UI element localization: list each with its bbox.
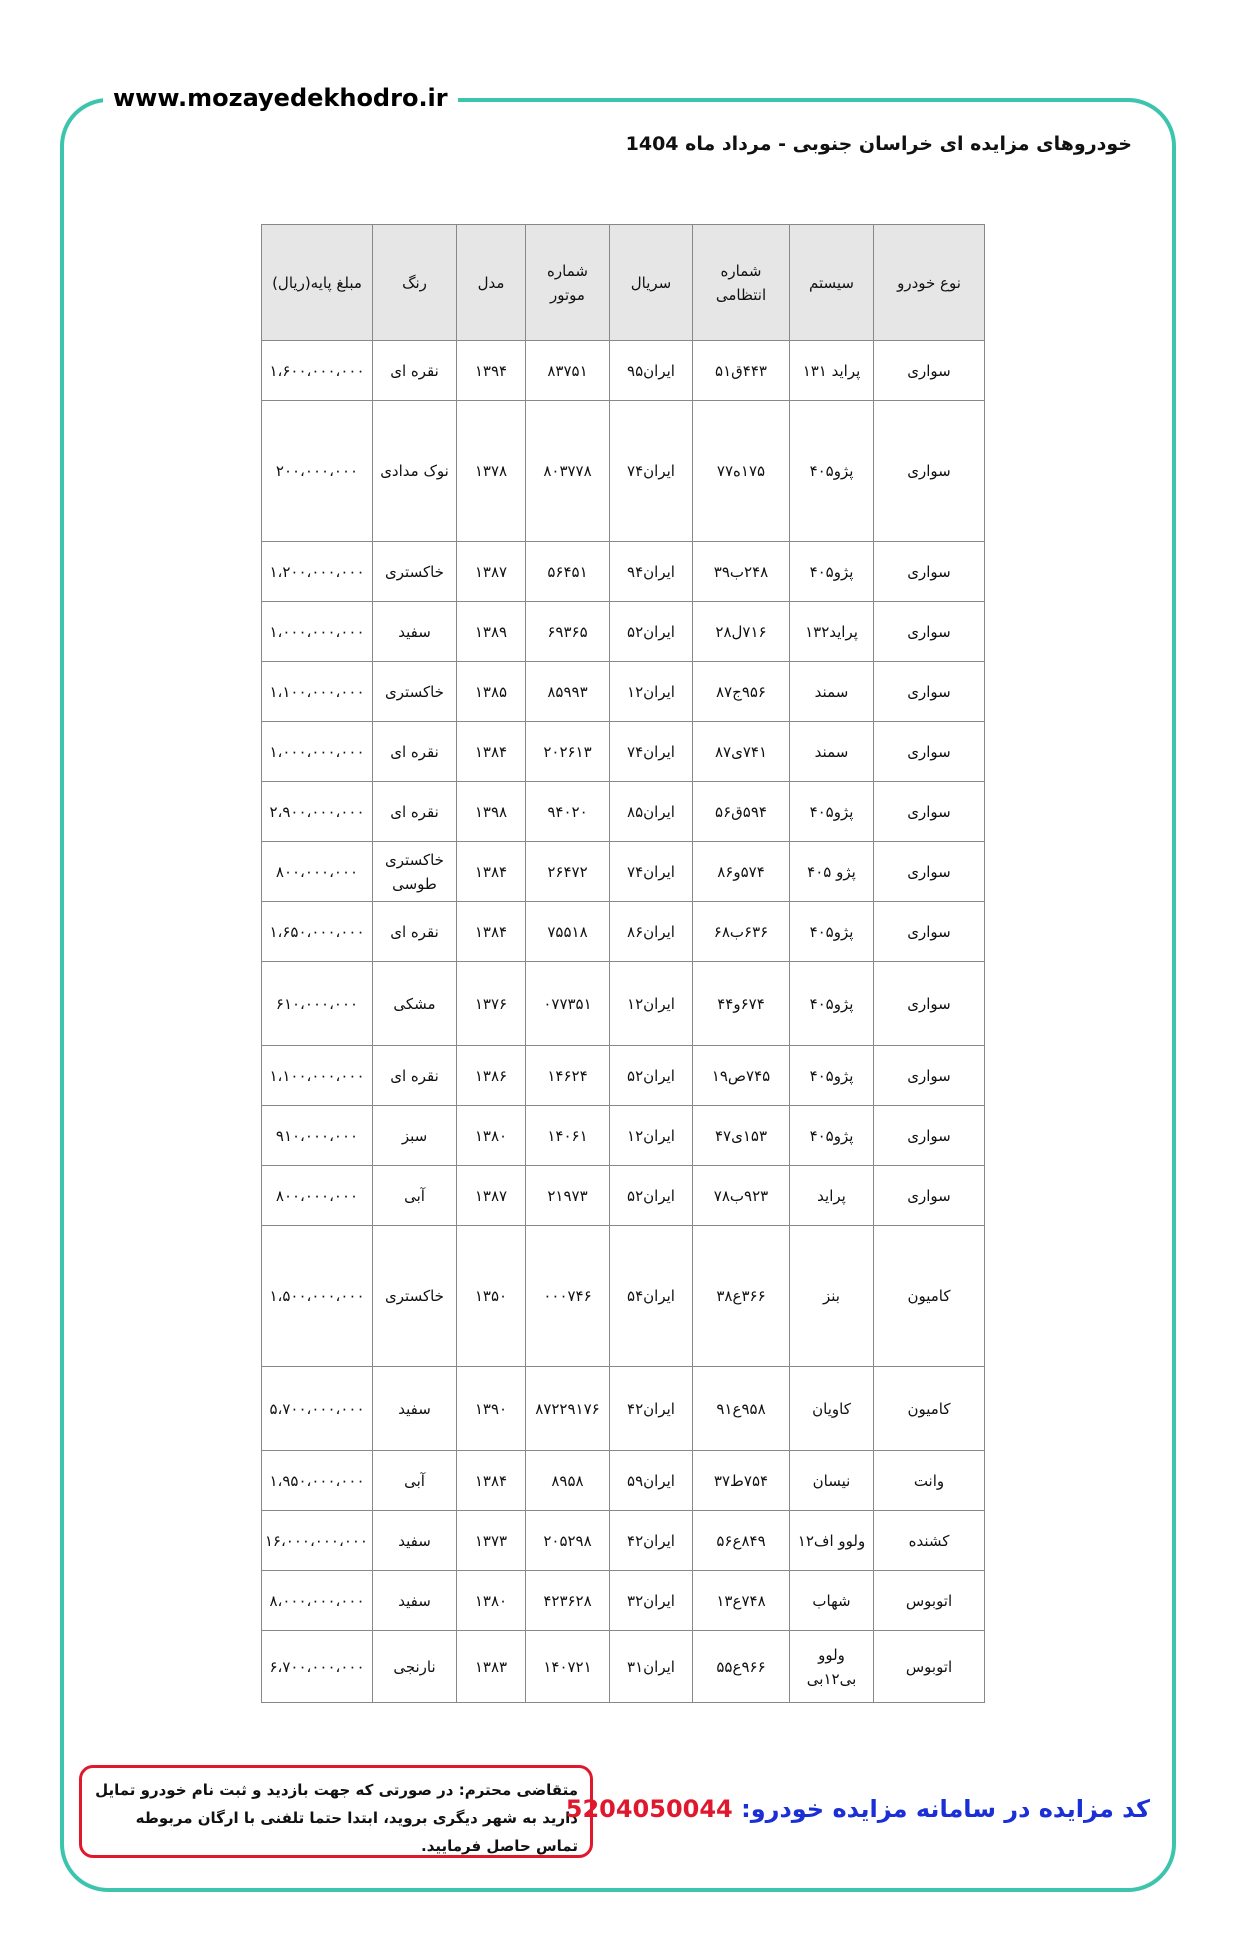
cell-serial: ایران۴۲ [610, 1511, 693, 1571]
cell-engine: ۲۰۵۲۹۸ [526, 1511, 610, 1571]
cell-plate: ۷۴۱ی۸۷ [693, 722, 790, 782]
cell-color: آبی [373, 1166, 457, 1226]
cell-type: اتوبوس [874, 1631, 985, 1703]
cell-type: سواری [874, 842, 985, 902]
cell-type: سواری [874, 542, 985, 602]
cell-system: پژو۴۰۵ [790, 902, 874, 962]
cell-color: خاکستری [373, 662, 457, 722]
header-engine: شماره موتور [526, 225, 610, 341]
header-model: مدل [457, 225, 526, 341]
cell-serial: ایران۵۲ [610, 1046, 693, 1106]
cell-system: ولوو بی۱۲بی [790, 1631, 874, 1703]
table-row [262, 1511, 985, 1571]
cell-model: ۱۳۵۰ [457, 1226, 526, 1367]
cell-price: ۱،۰۰۰،۰۰۰،۰۰۰ [262, 602, 373, 662]
cell-system: ولوو اف۱۲ [790, 1511, 874, 1571]
cell-engine: ۴۲۳۶۲۸ [526, 1571, 610, 1631]
cell-engine: ۸۰۳۷۷۸ [526, 401, 610, 542]
cell-type: سواری [874, 722, 985, 782]
table-row [262, 602, 985, 662]
cell-price: ۱،۶۰۰،۰۰۰،۰۰۰ [262, 341, 373, 401]
cell-model: ۱۳۸۹ [457, 602, 526, 662]
cell-system: بنز [790, 1226, 874, 1367]
cell-color: نقره ای [373, 722, 457, 782]
cell-type: سواری [874, 962, 985, 1046]
cell-plate: ۹۶۶ع۵۵ [693, 1631, 790, 1703]
cell-serial: ایران۵۴ [610, 1226, 693, 1367]
cell-serial: ایران۱۲ [610, 962, 693, 1046]
cell-color: سفید [373, 602, 457, 662]
cell-serial: ایران۱۲ [610, 1106, 693, 1166]
cell-engine: ۲۶۴۷۲ [526, 842, 610, 902]
cell-engine: ۶۹۳۶۵ [526, 602, 610, 662]
cell-model: ۱۳۸۴ [457, 842, 526, 902]
cell-system: نیسان [790, 1451, 874, 1511]
cell-serial: ایران۵۲ [610, 602, 693, 662]
cell-engine: ۰۰۰۷۴۶ [526, 1226, 610, 1367]
cell-model: ۱۳۸۶ [457, 1046, 526, 1106]
cell-serial: ایران۳۲ [610, 1571, 693, 1631]
table-row [262, 542, 985, 602]
table-row [262, 1106, 985, 1166]
cell-plate: ۱۵۳ی۴۷ [693, 1106, 790, 1166]
table-row [262, 782, 985, 842]
cell-system: پژو۴۰۵ [790, 962, 874, 1046]
cell-model: ۱۳۸۷ [457, 1166, 526, 1226]
cell-plate: ۸۴۹ع۵۶ [693, 1511, 790, 1571]
cell-color: سفید [373, 1511, 457, 1571]
cell-price: ۱،۱۰۰،۰۰۰،۰۰۰ [262, 1046, 373, 1106]
cell-color: نقره ای [373, 782, 457, 842]
cell-type: سواری [874, 341, 985, 401]
auction-table [261, 224, 985, 1703]
cell-type: کامیون [874, 1367, 985, 1451]
cell-serial: ایران۸۵ [610, 782, 693, 842]
cell-serial: ایران۳۱ [610, 1631, 693, 1703]
cell-model: ۱۳۷۸ [457, 401, 526, 542]
cell-serial: ایران۷۴ [610, 722, 693, 782]
cell-plate: ۹۵۸ع۹۱ [693, 1367, 790, 1451]
cell-serial: ایران۹۴ [610, 542, 693, 602]
cell-price: ۱،۹۵۰،۰۰۰،۰۰۰ [262, 1451, 373, 1511]
table-row [262, 1046, 985, 1106]
cell-color: نقره ای [373, 902, 457, 962]
cell-plate: ۶۷۴و۴۴ [693, 962, 790, 1046]
cell-type: سواری [874, 782, 985, 842]
cell-price: ۶،۷۰۰،۰۰۰،۰۰۰ [262, 1631, 373, 1703]
cell-engine: ۲۰۲۶۱۳ [526, 722, 610, 782]
cell-color: نوک مدادی [373, 401, 457, 542]
cell-price: ۲۰۰،۰۰۰،۰۰۰ [262, 401, 373, 542]
cell-system: پراید ۱۳۱ [790, 341, 874, 401]
auction-code [566, 1795, 1150, 1823]
header-type: نوع خودرو [874, 225, 985, 341]
cell-model: ۱۳۹۰ [457, 1367, 526, 1451]
header-serial: سریال [610, 225, 693, 341]
cell-system: پراید۱۳۲ [790, 602, 874, 662]
cell-plate: ۵۹۴ق۵۶ [693, 782, 790, 842]
cell-engine: ۸۵۹۹۳ [526, 662, 610, 722]
cell-model: ۱۳۸۴ [457, 902, 526, 962]
cell-plate: ۶۳۶ب۶۸ [693, 902, 790, 962]
cell-price: ۱،۲۰۰،۰۰۰،۰۰۰ [262, 542, 373, 602]
cell-model: ۱۳۹۴ [457, 341, 526, 401]
cell-type: سواری [874, 1046, 985, 1106]
cell-serial: ایران۵۲ [610, 1166, 693, 1226]
cell-color: مشکی [373, 962, 457, 1046]
cell-model: ۱۳۸۴ [457, 722, 526, 782]
cell-system: پژو۴۰۵ [790, 542, 874, 602]
cell-price: ۲،۹۰۰،۰۰۰،۰۰۰ [262, 782, 373, 842]
cell-system: سمند [790, 722, 874, 782]
cell-plate: ۳۶۶ع۳۸ [693, 1226, 790, 1367]
header-price: مبلغ پایه(ریال) [262, 225, 373, 341]
cell-type: اتوبوس [874, 1571, 985, 1631]
cell-serial: ایران۷۴ [610, 401, 693, 542]
cell-color: سبز [373, 1106, 457, 1166]
cell-price: ۵،۷۰۰،۰۰۰،۰۰۰ [262, 1367, 373, 1451]
notice-box: متقاضی محترم: در صورتی که جهت بازدید و ثبت نام خودرو تمایل دارید به شهر دیگری بروید، ابتدا حتما تلفنی با ارگان مربوطه تماس حاصل فرمایید. [79, 1765, 593, 1858]
cell-engine: ۷۵۵۱۸ [526, 902, 610, 962]
page-title: خودروهای مزایده ای خراسان جنوبی - مرداد ماه 1404 [625, 133, 1132, 155]
cell-plate: ۷۵۴ط۳۷ [693, 1451, 790, 1511]
cell-serial: ایران۹۵ [610, 341, 693, 401]
auction-code-label: کد مزایده در سامانه مزایده خودرو: [741, 1795, 1150, 1823]
header-system: سیستم [790, 225, 874, 341]
cell-price: ۸،۰۰۰،۰۰۰،۰۰۰ [262, 1571, 373, 1631]
cell-price: ۹۱۰،۰۰۰،۰۰۰ [262, 1106, 373, 1166]
table-row [262, 902, 985, 962]
table-row [262, 1631, 985, 1703]
cell-type: سواری [874, 902, 985, 962]
cell-color: آبی [373, 1451, 457, 1511]
cell-system: شهاب [790, 1571, 874, 1631]
cell-plate: ۱۷۵ه۷۷ [693, 401, 790, 542]
cell-color: نارنجی [373, 1631, 457, 1703]
cell-type: کشنده [874, 1511, 985, 1571]
cell-engine: ۵۶۴۵۱ [526, 542, 610, 602]
cell-model: ۱۳۷۳ [457, 1511, 526, 1571]
cell-model: ۱۳۸۰ [457, 1571, 526, 1631]
cell-system: سمند [790, 662, 874, 722]
cell-color: نقره ای [373, 1046, 457, 1106]
cell-system: پژو۴۰۵ [790, 782, 874, 842]
cell-type: وانت [874, 1451, 985, 1511]
cell-system: پژو۴۰۵ [790, 1106, 874, 1166]
cell-price: ۱۶،۰۰۰،۰۰۰،۰۰۰ [262, 1511, 373, 1571]
cell-color: سفید [373, 1571, 457, 1631]
cell-type: سواری [874, 602, 985, 662]
cell-engine: ۲۱۹۷۳ [526, 1166, 610, 1226]
cell-color: خاکستری [373, 1226, 457, 1367]
auction-code-value: 5204050044 [565, 1795, 733, 1823]
cell-plate: ۷۴۵ص۱۹ [693, 1046, 790, 1106]
cell-color: خاکستری [373, 542, 457, 602]
cell-model: ۱۳۸۴ [457, 1451, 526, 1511]
cell-serial: ایران۷۴ [610, 842, 693, 902]
cell-engine: ۸۷۲۲۹۱۷۶ [526, 1367, 610, 1451]
cell-engine: ۱۴۰۶۱ [526, 1106, 610, 1166]
cell-type: سواری [874, 1166, 985, 1226]
table-row [262, 1226, 985, 1367]
cell-color: سفید [373, 1367, 457, 1451]
cell-serial: ایران۸۶ [610, 902, 693, 962]
cell-plate: ۷۱۶ل۲۸ [693, 602, 790, 662]
table-row [262, 1166, 985, 1226]
table-row [262, 1451, 985, 1511]
site-url[interactable]: www.mozayedekhodro.ir [103, 78, 458, 118]
cell-price: ۸۰۰،۰۰۰،۰۰۰ [262, 1166, 373, 1226]
header-plate: شماره انتظامی [693, 225, 790, 341]
table-row [262, 842, 985, 902]
cell-plate: ۴۴۳ق۵۱ [693, 341, 790, 401]
cell-color: نقره ای [373, 341, 457, 401]
table-row [262, 1367, 985, 1451]
cell-price: ۱،۵۰۰،۰۰۰،۰۰۰ [262, 1226, 373, 1367]
cell-price: ۱،۶۵۰،۰۰۰،۰۰۰ [262, 902, 373, 962]
cell-serial: ایران۵۹ [610, 1451, 693, 1511]
header-row [262, 225, 985, 341]
cell-price: ۱،۱۰۰،۰۰۰،۰۰۰ [262, 662, 373, 722]
cell-color: خاکستری طوسی [373, 842, 457, 902]
table-row [262, 341, 985, 401]
cell-engine: ۸۳۷۵۱ [526, 341, 610, 401]
cell-model: ۱۳۸۷ [457, 542, 526, 602]
cell-serial: ایران۴۲ [610, 1367, 693, 1451]
cell-plate: ۷۴۸ع۱۳ [693, 1571, 790, 1631]
cell-price: ۱،۰۰۰،۰۰۰،۰۰۰ [262, 722, 373, 782]
cell-engine: ۰۷۷۳۵۱ [526, 962, 610, 1046]
cell-engine: ۸۹۵۸ [526, 1451, 610, 1511]
cell-engine: ۱۴۶۲۴ [526, 1046, 610, 1106]
cell-system: پژو۴۰۵ [790, 1046, 874, 1106]
cell-model: ۱۳۸۳ [457, 1631, 526, 1703]
cell-model: ۱۳۸۵ [457, 662, 526, 722]
cell-system: پژو۴۰۵ [790, 401, 874, 542]
cell-price: ۶۱۰،۰۰۰،۰۰۰ [262, 962, 373, 1046]
cell-type: سواری [874, 401, 985, 542]
cell-system: پژو ۴۰۵ [790, 842, 874, 902]
cell-type: سواری [874, 1106, 985, 1166]
table-row [262, 962, 985, 1046]
table-row [262, 662, 985, 722]
cell-system: پراید [790, 1166, 874, 1226]
cell-model: ۱۳۸۰ [457, 1106, 526, 1166]
cell-system: کاویان [790, 1367, 874, 1451]
header-color: رنگ [373, 225, 457, 341]
table-row [262, 722, 985, 782]
cell-plate: ۲۴۸ب۳۹ [693, 542, 790, 602]
cell-plate: ۹۲۳ب۷۸ [693, 1166, 790, 1226]
cell-model: ۱۳۹۸ [457, 782, 526, 842]
table-row [262, 1571, 985, 1631]
table-row [262, 401, 985, 542]
cell-price: ۸۰۰،۰۰۰،۰۰۰ [262, 842, 373, 902]
cell-plate: ۵۷۴و۸۶ [693, 842, 790, 902]
cell-plate: ۹۵۶ج۸۷ [693, 662, 790, 722]
cell-type: کامیون [874, 1226, 985, 1367]
cell-type: سواری [874, 662, 985, 722]
cell-serial: ایران۱۲ [610, 662, 693, 722]
cell-engine: ۹۴۰۲۰ [526, 782, 610, 842]
cell-engine: ۱۴۰۷۲۱ [526, 1631, 610, 1703]
cell-model: ۱۳۷۶ [457, 962, 526, 1046]
